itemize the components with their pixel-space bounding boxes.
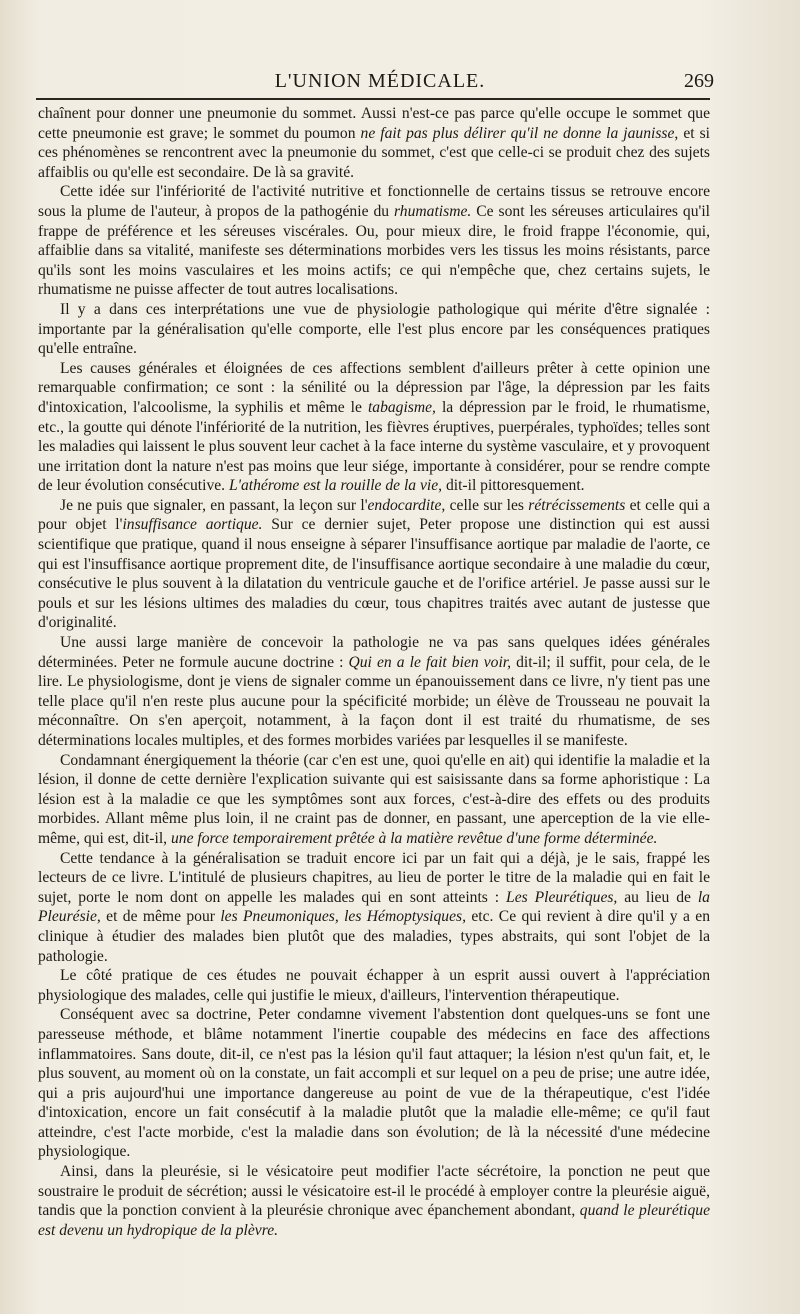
text-run: Une aussi large manière de concevoir la pathologie ne va pas sans quelques idées générales déterminées. Peter ne formule aucune doctrine : [38, 634, 710, 671]
text-run: au lieu de [617, 888, 698, 906]
paragraph [38, 300, 710, 359]
text-run: Cette tendance à la généralisation se traduit encore ici par un fait qui a déjà, je le sais, frappé les lecteurs de ce livre. L'intitulé de plusieurs chapitres, au lieu de porter le titre de la maladie qui en fait le sujet, porte le nom dont on appelle les malades qui en sont atteints : [38, 849, 710, 906]
paragraph [38, 359, 710, 496]
text-run: etc. Ce qui revient à dire qu'il y a en clinique à étudier des malades bien plutôt que des maladies, types abstraits, qui sont l'objet de la pathologie. [38, 908, 710, 965]
text-run: chaînent pour donner une pneumonie du sommet. Aussi n'est-ce pas parce qu'elle occupe le sommet que cette pneumonie est grave; le sommet du poumon [38, 105, 710, 142]
paragraph [38, 751, 710, 849]
text-run: , et si ces phénomènes se rencontrent avec la pneumonie du sommet, c'est que celle-ci se produit chez des sujets affaiblis ou qu'elle est secondaire. De là sa gravité. [38, 124, 711, 181]
text-run: Il y a dans ces interprétations une vue de physiologie pathologique qui mérite d'être signalée : importante par la généralisation qu'elle comporte, elle l'est plus encore par les conséquences pratiques qu'elle entraîne. [38, 300, 710, 358]
italic-run: une force temporairement prêtée à la matière revêtue d'une forme déterminée. [170, 829, 658, 847]
italic-run: rhumatisme. [394, 202, 472, 220]
journal-title: L'UNION MÉDICALE. [274, 70, 486, 92]
header-rule [36, 98, 710, 100]
text-run: dit-il; il suffit, pour cela, de le lire. Le physiologisme, dont je viens de signaler comme un épanouissement dans ce livre, n'y tient pas une telle place qu'il n'en reste plus aucune pour la spécificité morbide; un élève de Trousseau ne pouvait la méconnaître. On s'en aperçoit, notamment, à la façon dont il est traité du rhumatisme, de ses déterminations locales multiples, et des formes morbides variées par lesquelles il se manifeste. [38, 653, 710, 749]
page-number: 269 [684, 70, 714, 92]
italic-run: la Pleurésie, [38, 888, 710, 926]
italic-run: rétrécissements [528, 496, 626, 514]
italic-run: insuffisance aortique. [122, 516, 263, 534]
text-run: Condamnant énergiquement la théorie (car c'en est une, quoi qu'elle en ait) qui identifie la maladie et la lésion, il donne de cette dernière l'explication suivante qui est saisissante dans sa forme aphoristique : La lésion est à la maladie ce que les symptômes sont aux forces, c'est-à-dire des effets ou des produits morbides. Allant même plus loin, il ne craint pas de donner, en passant, une aperception de la vie elle-même, qui est, dit-il, [38, 751, 710, 847]
text-run: et de même pour [100, 908, 221, 926]
text-run: Je ne puis que signaler, en passant, la leçon sur l' [60, 496, 368, 514]
text-run: Sur ce dernier sujet, Peter propose une distinction qui est aussi scientifique que pratique, quand il nous enseigne à séparer l'insuffisance aortique par maladie de l'aorte, ce qui est l'insuffisance aortique proprement dite, de l'insuffisance aortique secondaire à une maladie du cœur, consécutive le plus souvent à la dilatation du ventricule gauche et de l'orifice artériel. Je passe aussi sur le pouls et sur les lésions ultimes des maladies du cœur, tous chapitres traités avec autant de justesse que d'originalité. [38, 516, 711, 632]
italic-run: L'athérome est la rouille de la vie, [228, 477, 443, 495]
paragraph [38, 182, 710, 300]
italic-run: quand le pleurétique est devenu un hydropique de la plèvre. [38, 1202, 711, 1239]
text-run: Le côté pratique de ces études ne pouvait échapper à un esprit aussi ouvert à l'appréciation physiologique des malades, celle qui justifie le mieux, d'ailleurs, l'intervention thérapeutique. [38, 967, 710, 1004]
paragraph [38, 496, 710, 633]
italic-run: ne fait pas plus délirer qu'il ne donne la jaunisse [360, 124, 675, 142]
paragraph [38, 104, 710, 182]
italic-run: Les Pleurétiques, [506, 888, 618, 906]
text-run: Ainsi, dans la pleurésie, si le vésicatoire peut modifier l'acte sécrétoire, la ponction ne peut que soustraire le produit de sécrétion; aussi le vésicatoire est-il le procédé à employer contre la pleurésie aiguë, tandis que la ponction convient à la pleurésie chronique avec épanchement abondant, [38, 1163, 710, 1220]
paragraph [38, 1005, 710, 1162]
text-run: celle sur les [445, 496, 529, 514]
text-run: Les causes générales et éloignées de ces affections semblent d'ailleurs prêter à cette opinion une remarquable confirmation; ce sont : la sénilité ou la dépression par l'âge, la dépression par les faits d'intoxication, l'alcoolisme, la syphilis et même le [38, 359, 710, 416]
italic-run: Qui en a le fait bien voir, [348, 653, 512, 671]
article-body [38, 104, 710, 1240]
text-run: Conséquent avec sa doctrine, Peter condamne vivement l'abstention dont quelques-uns se font une paresseuse méthode, et blâme notamment l'inertie coupable des médecins en face des affections inflammatoires. Sans doute, dit-il, ce n'est pas la lésion qu'il faut attaquer; la lésion n'est qu'un fait, et, le plus souvent, au moment où on la constate, un fait accompli et sur lequel on a peu de prise; une autre idée, qui a pris aujourd'hui une importance dangereuse au point de vue de la thérapeutique, c'est l'idée d'intoxication, encore un fait consécutif à la maladie plutôt que la maladie elle-même; ce qu'il faut atteindre, c'est l'acte morbide, c'est la maladie dans son évolution; de là la nécessité d'une médecine physiologique. [38, 1006, 710, 1161]
italic-run: les Pneumoniques, les Hémoptysiques, [220, 908, 466, 926]
text-run: dit-il pittoresquement. [442, 477, 585, 495]
text-run: et celle qui a pour objet l' [38, 496, 710, 534]
paragraph [38, 633, 710, 751]
running-header [46, 62, 714, 98]
text-run: Cette idée sur l'infériorité de l'activité nutritive et fonctionnelle de certains tissus se retrouve encore sous la plume de l'auteur, à propos de la pathogénie du [38, 183, 710, 220]
text-run: la dépression par le froid, le rhumatisme, etc., la goutte qui dénote l'infériorité de la nutrition, les fièvres éruptives, puerpérales, typhoïdes; telles sont les maladies qui laissent le plus souvent leur cachet à la face interne du système vasculaire, et y provoquent une irritation dont la nature n'est pas moins que leur siége, importante à considérer, pour se rendre compte de leur évolution consécutive. [38, 398, 711, 495]
paragraph [38, 849, 710, 967]
paragraph [38, 966, 710, 1005]
italic-run: endocardite, [367, 496, 446, 514]
text-run: Ce sont les séreuses articulaires qu'il frappe de préférence et les séreuses viscérales. Ou, pour mieux dire, le froid frappe l'économie, qui, affaiblie dans sa vitalité, manifeste ses déterminations morbides vers les tissus les moins résistants, parce qu'ils sont les moins vasculaires et les moins actifs; ce qui n'empêche que, chez certains sujets, le rhumatisme ne puisse affecter de tout autres localisations. [38, 202, 710, 299]
italic-run: tabagisme, [367, 398, 436, 416]
paragraph [38, 1162, 710, 1240]
